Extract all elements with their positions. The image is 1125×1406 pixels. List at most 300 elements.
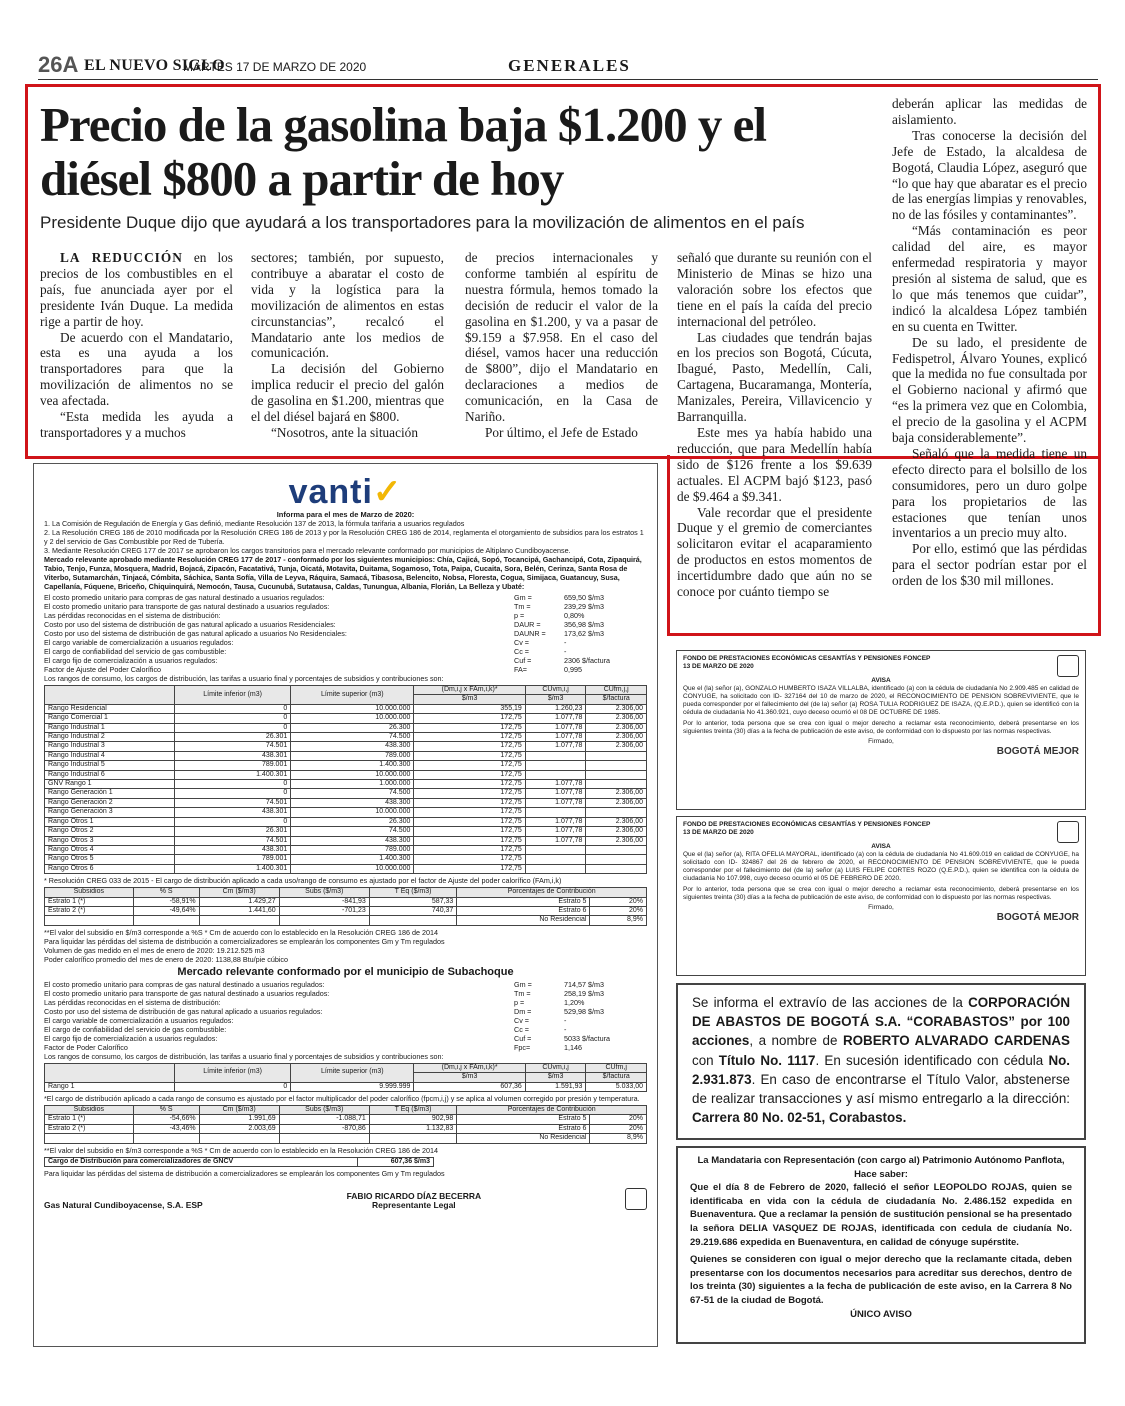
subsidy-table [44, 887, 647, 926]
panflota-notice [676, 1146, 1086, 1344]
table-row [45, 770, 647, 779]
table-cell: 438.300 [291, 798, 414, 807]
parameter-symbol: Cv = [514, 1015, 529, 1025]
table-row [45, 845, 647, 854]
table-cell: 1.077,78 [525, 798, 586, 807]
table-cell: Estrato 5 [457, 1115, 590, 1124]
foncep-notice-1 [676, 650, 1086, 810]
parameter-row [44, 665, 647, 674]
table-cell [199, 916, 279, 925]
parameter-label: Las pérdidas reconocidas en el sistema de distribución: [44, 611, 221, 620]
table-cell: 438.300 [291, 836, 414, 845]
parameter-symbol: Dm = [514, 1006, 532, 1016]
table-cell [525, 864, 586, 873]
article-paragraph: “Nosotros, ante la situación [271, 424, 418, 440]
table-cell: Estrato 5 [457, 897, 590, 906]
table-cell: 172,75 [414, 836, 525, 845]
article-paragraph: Por ello, estimó que las pérdidas para el sector podrían estar por el orden de los $30 mil millones. [892, 541, 1087, 589]
table-row [45, 897, 647, 906]
parameter-label: El costo promedio unitario para compras de gas natural destinado a usuarios regulados: [44, 979, 325, 989]
table-cell [45, 916, 134, 925]
table-cell: Estrato 1 (*) [45, 897, 134, 906]
parameter-value: 1,20% [564, 997, 585, 1007]
checkmark-icon: ✓ [372, 473, 403, 511]
table-cell: 2.306,00 [586, 817, 647, 826]
parameter-label: Costo por uso del sistema de distribución de gas natural aplicado a usuarios No Residenciales: [44, 629, 347, 638]
table-cell: Rango Industrial 1 [45, 723, 175, 732]
table-cell: Rango Residencial [45, 704, 175, 713]
parameter-symbol: Tm = [514, 602, 531, 611]
table-cell: Rango Otros 2 [45, 827, 175, 836]
section-name: GENERALES [508, 56, 631, 75]
notice-body: Que el día 8 de Febrero de 2020, falleció el señor LEOPOLDO ROJAS, quien se identificaba en vida con la cédula de ciudadanía No. 2.486.152 expedida en Buenaventura. Que a reclamar la pensión de sustitución pensional se ha presentado la señora DELIA VASQUEZ DE ROJAS, identificada con cedula de ciudanía No. 29.219.686 expedida en Buenaventura, en calidad de cónyuge supérstite. [690, 1182, 1072, 1248]
col-head: Límite inferior (m3) [175, 686, 291, 705]
lead-word: LA REDUCCIÓN [60, 250, 183, 265]
table-cell: 789.001 [175, 855, 291, 864]
table-cell: 172,75 [414, 714, 525, 723]
table-cell: 172,75 [414, 798, 525, 807]
notice-date: 13 DE MARZO DE 2020 [683, 829, 754, 836]
table-row [45, 808, 647, 817]
table-cell [586, 864, 647, 873]
table-cell: 20% [590, 906, 647, 915]
table-cell: 1.077,78 [525, 723, 586, 732]
notice-body: Que el (la) señor (a), GONZALO HUMBERTO ISAZA VILLALBA, identificado (a) con la cédula de ciudadanía No 2.909.485 en calidad de CONYUGE, ha solicitado con ID- 327164 del 10 de marzo de 2020, el RECONOCIMIENTO DE PENSION SOBREVIVIENTE, que le pueda corresponder por el fallecimiento del (de la) señor (a) ROSA TULIA RODRIGUEZ DE ISAZA, (Q.E.P.D.), quien se identificó con la cédula de ciudadanía No 41.360.921, cuyo deceso ocurrió el 08 DE OCTUBRE DE 1985. [683, 685, 1079, 716]
notice-title: La Mandataria con Representación (con cargo al) Patrimonio Autónomo Panflota, [697, 1155, 1065, 1166]
note-item: 2. La Resolución CREG 186 de 2010 modificada por la Resolución CREG 186 de 2013 y por la Resolución CREG 186 de 2014, reglamenta el otorgamiento de subsidios para los estratos 1 y 2 del servicio de Gas Combustible por Red de Tubería. [44, 528, 644, 546]
table-cell: Rango Otros 3 [45, 836, 175, 845]
corabastos-notice: Se informa el extravío de las acciones de la CORPORACIÓN DE ABASTOS DE BOGOTÁ S.A. “CORABASTOS” por 100 acciones, a nombre de ROBERTO ALVARADO CARDENAS con Título No. 1117. En sucesión identificado con cédula No. 2.931.873. En caso de encontrarse el Título Valor, abstenerse de realizar transacciones y así mismo entregarlo a la dirección: Carrera 80 No. 02-51, Corabastos. [676, 983, 1086, 1140]
table-row [45, 916, 647, 925]
parameter-row [44, 980, 647, 989]
article-paragraph: deberán aplicar las medidas de aislamiento. [892, 96, 1087, 127]
table-cell: 172,75 [414, 845, 525, 854]
table-cell: 172,75 [414, 808, 525, 817]
table-row [45, 789, 647, 798]
parameter-value: - [564, 638, 567, 647]
table-row [45, 1115, 647, 1124]
notice-title: AVISA [871, 677, 891, 684]
article-paragraph: Vale recordar que el presidente Duque y el gremio de comerciantes solicitaron evitar el acaparamiento de productos en estos momentos de incertidumbre dado que aún no se conoce por cuánto tiempo se [677, 504, 872, 600]
table-cell: 1.400.301 [175, 770, 291, 779]
notice-body: Por lo anterior, toda persona que se crea con igual o mejor derecho a reclamar esta reconocimiento, deberá presentarse en los siguientes treinta (30) días a la fecha de publicación de este aviso, de conformidad con lo dispuesto por las normas respectivas. [683, 720, 1079, 735]
page-header [38, 52, 1098, 80]
table-cell: Rango Industrial 2 [45, 733, 175, 742]
table-cell: -54,66% [133, 1115, 199, 1124]
table-row [45, 742, 647, 751]
table-cell: Rango Otros 5 [45, 855, 175, 864]
table-cell: 2.306,00 [586, 798, 647, 807]
table-row [45, 704, 647, 713]
table-cell: Estrato 2 (*) [45, 1124, 134, 1133]
table-cell [279, 916, 369, 925]
gnvc-label: Cargo de Distribución para comercializadores de GNCV [45, 1157, 358, 1166]
parameter-row [44, 989, 647, 998]
parameter-symbol: p = [514, 611, 525, 620]
table-cell: 2.306,00 [586, 827, 647, 836]
table-cell: 26.301 [175, 827, 291, 836]
table-cell [369, 916, 457, 925]
table-row [45, 723, 647, 732]
table-cell: Rango Generación 2 [45, 798, 175, 807]
table-cell: 1.132,83 [369, 1124, 457, 1133]
subsidy-table-2 [44, 1105, 647, 1144]
table-cell [586, 845, 647, 854]
table-cell [525, 751, 586, 760]
parameter-row [44, 1034, 647, 1043]
table-cell: 1.077,78 [525, 780, 586, 789]
unit-head: $/m3 [414, 695, 525, 704]
table-cell: 355,19 [414, 704, 525, 713]
parameter-row [44, 602, 647, 611]
parameter-value: 258,19 $/m3 [564, 988, 604, 998]
table-cell: Estrato 6 [457, 1124, 590, 1133]
table-row [45, 733, 647, 742]
col-head: Límite superior (m3) [291, 1063, 414, 1082]
table-cell: 172,75 [414, 855, 525, 864]
parameter-row [44, 1043, 647, 1052]
table-cell: 172,75 [414, 864, 525, 873]
article-paragraph: sectores; también, por supuesto, contribuye a abaratar el costo de vida y la logística para la movilización de alimentos en estas circunstancias”, recalcó el Mandatario ante los medios de comunicación. [251, 250, 444, 361]
notice-org: FONDO DE PRESTACIONES ECONÓMICAS CESANTÍAS Y PENSIONES FONCEP [683, 655, 931, 662]
col-head: (Dm,i,j x FAm,i,k)* [414, 686, 525, 695]
parameter-row [44, 998, 647, 1007]
article-paragraph: “Más contaminación es peor calidad del aire, es mayor enfermedad respiratoria y mayor presión al sistema de salud, que es lo que más tenemos que cuidar”, indicó la alcaldesa López también en su cuenta en Twitter. [892, 223, 1087, 334]
table-cell: Rango Generación 1 [45, 789, 175, 798]
parameter-list [44, 980, 647, 1052]
table-row [45, 817, 647, 826]
parameter-row [44, 1025, 647, 1034]
col-head: Porcentajes de Contribución [457, 888, 647, 897]
table-cell [279, 1134, 369, 1143]
table-cell: Rango Comercial 1 [45, 714, 175, 723]
notice-signed: Firmado, [868, 904, 894, 911]
table-cell: 438.301 [175, 751, 291, 760]
table-cell [525, 845, 586, 854]
article-paragraph: Este mes ya había habido una reducción, que para Medellín había sido de $126 frente a los $9.639 actuales. El ACPM bajó $123, pasó de $9.464 a $9.341. [677, 424, 872, 504]
parameter-label: Factor de Ajuste del Poder Calorífico [44, 665, 162, 674]
article-column-5 [892, 96, 1087, 630]
table-cell: -49,64% [133, 906, 199, 915]
col-head: Subsidios [45, 888, 134, 897]
col-head: CUvm,i,j [525, 686, 586, 695]
table-cell: 1.400.300 [291, 855, 414, 864]
parameter-value: - [564, 1024, 567, 1034]
page-number: 26A [38, 52, 79, 77]
col-head: Cm ($/m3) [199, 1105, 279, 1114]
parameter-value: - [564, 1015, 567, 1025]
notice-title: AVISA [871, 843, 891, 850]
table-cell [586, 761, 647, 770]
table-cell: 172,75 [414, 789, 525, 798]
gnvc-table [44, 1157, 434, 1167]
table-cell: 172,75 [414, 827, 525, 836]
table-cell: 10.000.000 [291, 714, 414, 723]
table-cell: 1.077,78 [525, 733, 586, 742]
notice-body: Quienes se consideren con igual o mejor derecho que la reclamante citada, deben presentarse con los documentos necesarios para acreditar sus derechos, dentro de los treinta (30) siguientes a la fecha de publicación de este aviso, en la Carrera 8 No 67-51 de la ciudad de Bogotá. [690, 1254, 1072, 1306]
notes-list [44, 519, 647, 591]
table-cell: 1.441,60 [199, 906, 279, 915]
parameter-value: 1,146 [564, 1042, 582, 1052]
table-cell: No Residencial [457, 1134, 590, 1143]
parameter-row [44, 1007, 647, 1016]
table-row [45, 855, 647, 864]
table-cell: 789.000 [291, 845, 414, 854]
vanti-logo: vanti✓ [288, 473, 403, 511]
table-row [45, 761, 647, 770]
parameter-label: Costo por uso del sistema de distribución de gas natural aplicado a usuarios Residenciales: [44, 620, 336, 629]
table-cell: 20% [590, 897, 647, 906]
parameter-value: 356,98 $/m3 [564, 620, 604, 629]
article-paragraph: De su lado, el presidente de Fedispetrol, Álvaro Younes, explicó que la medida no fue consultada por el Gobierno nacional y afirmó que “es la primera vez que en Colombia, el precio de la gasolina y el ACPM baja considerablemente”. [892, 334, 1087, 446]
bogota-logo: BOGOTÁ MEJOR [996, 912, 1079, 923]
col-head: T Eq ($/m3) [369, 1105, 457, 1114]
col-head: (Dm,i,j x FAm,i,k)* [414, 1063, 525, 1072]
parameter-value: 2306 $/factura [564, 656, 610, 665]
table-cell: 438.301 [175, 845, 291, 854]
table-cell: 0 [175, 817, 291, 826]
table-cell: Estrato 2 (*) [45, 906, 134, 915]
table-cell: 789.001 [175, 761, 291, 770]
article-column-2 [251, 250, 444, 445]
table-cell: 2.306,00 [586, 742, 647, 751]
article-paragraph: “Esta medida les ayuda a transportadores y a muchos [40, 409, 233, 440]
bogota-seal-icon [1057, 821, 1079, 843]
table-cell: 10.000.000 [291, 770, 414, 779]
article-paragraph: señaló que durante su reunión con el Ministerio de Minas se hizo una valoración sobre los efectos que tiene en el país la caída del precio internacional del petróleo. [677, 250, 872, 329]
note-item: Mercado relevante aprobado mediante Resolución CREG 177 de 2017 - conformado por los siguientes municipios: Chía, Cajicá, Sopó, Tocancipá, Gachancipá, Cota, Zipaquirá, Tabio, Tenjo, Funza, Mosquera, Madrid, Bojacá, Zipacón, Facatativá, Tunja, Oicatá, Motavita, Duitama, Sogamoso, Tota, Paipa, Cucaita, Sora, Belén, Cerinza, Santa Rosa de Viterbo, Sutamarchán, Tinjacá, Cómbita, Sáchica, Santa Sofía, Villa de Leyva, Ráquira, Samacá, Tibasosa, Belencito, Nobsa, Floresta, Cogua, Simijaca, Guatancuy, Susa, Capellanía, Fúquene, Briceño, Chiquinquirá, Nemocón, Tausa, Cucunubá, Sutatausa, Caldas, Tunungua, Albania, Florián, La Belleza y Ubaté: [44, 555, 642, 591]
notice-footer: ÚNICO AVISO [850, 1308, 912, 1320]
table-cell: 10.000.000 [291, 864, 414, 873]
parameter-symbol: Cc = [514, 1024, 529, 1034]
article-subhead: Presidente Duque dijo que ayudará a los transportadores para la movilización de alimentos en el país [40, 213, 805, 232]
table-cell [525, 761, 586, 770]
ranges-note: Los rangos de consumo, los cargos de distribución, las tarifas a usuario final y porcentajes de subsidios y contribuciones son: [44, 1051, 444, 1061]
col-head: T Eq ($/m3) [369, 888, 457, 897]
foncep-notice-2 [676, 816, 1086, 976]
signature-block [44, 1188, 647, 1210]
notice-body: Que el (la) señor (a), RITA OFELIA MAYORAL, identificado (a) con la cédula de ciudadanía No 41.609.019 en calidad de CONYUGE, ha solicitado con ID- 324867 del 26 de febrero de 2020, el RECONOCIMIENTO DE PENSION SOBREVIVIENTE, que le pueda corresponder por el fallecimiento del (de la) señor (a) LUIS FELIPE CORTES ROZO (Q.E.P.D.), quien se identifica con la cédula de ciudadanía No 107.998, cuyo deceso ocurrió el 05 DE FEBRERO DE 2020. [683, 851, 1079, 882]
table-row [45, 780, 647, 789]
table-cell: 2.306,00 [586, 704, 647, 713]
table-row [45, 906, 647, 915]
table-cell: 1.429,27 [199, 897, 279, 906]
parameter-value: 0,995 [564, 665, 582, 674]
table-cell [586, 751, 647, 760]
table-cell [586, 808, 647, 817]
table-cell: 1.077,78 [525, 742, 586, 751]
tariff-table [44, 685, 647, 874]
unit-head: $/m3 [414, 1073, 525, 1082]
table-cell [525, 855, 586, 864]
table-cell: -1.088,71 [279, 1115, 369, 1124]
creg-note: * Resolución CREG 033 de 2015 - El cargo de distribución aplicado a cada uso/rango de consumo es ajustado por el factor de Ajuste del poder calorífico (FAm,i,k) [44, 876, 562, 886]
table-row [45, 1124, 647, 1133]
article-paragraph: Tras conocerse la decisión del Jefe de Estado, la alcaldesa de Bogotá, Claudia López, aseguró que “lo que hay que abaratar es el precio de las energías limpias y renovables, no de las fósiles y contaminantes”. [892, 127, 1087, 223]
vigilado-seal-icon [625, 1188, 647, 1210]
table-cell: Rango Industrial 3 [45, 742, 175, 751]
table-cell: 2.003,69 [199, 1124, 279, 1133]
table-cell: 26.300 [291, 723, 414, 732]
unit-head: $/factura [586, 695, 647, 704]
table-cell: 2.306,00 [586, 836, 647, 845]
parameter-label: El costo promedio unitario para transporte de gas natural destinado a usuarios regulados: [44, 988, 330, 998]
col-head: % S [133, 1105, 199, 1114]
parameter-row [44, 620, 647, 629]
table-cell: 438.300 [291, 742, 414, 751]
table-cell: Estrato 1 (*) [45, 1115, 134, 1124]
note-item: 3. Mediante Resolución CREG 177 de 2017 se aprobaron los cargos transitorios para el mercado relevante conformado por municipios de Altiplano Cundiboyacense. [44, 546, 571, 555]
table-cell: 2.306,00 [586, 723, 647, 732]
table-cell: 26.301 [175, 733, 291, 742]
table-row [45, 714, 647, 723]
parameter-row [44, 656, 647, 665]
table-cell: Estrato 6 [457, 906, 590, 915]
notice-org: FONDO DE PRESTACIONES ECONÓMICAS CESANTÍAS Y PENSIONES FONCEP [683, 821, 931, 828]
table-cell: 1.077,78 [525, 827, 586, 836]
table-cell: 1.400.301 [175, 864, 291, 873]
table-cell: 10.000.000 [291, 808, 414, 817]
table-cell: No Residencial [457, 916, 590, 925]
notice-title: Informa para el mes de Marzo de 2020: [276, 510, 415, 519]
table-cell: 172,75 [414, 761, 525, 770]
bogota-logo: BOGOTÁ MEJOR [996, 746, 1079, 757]
table-cell [369, 1134, 457, 1143]
parameter-row [44, 638, 647, 647]
table-cell [525, 770, 586, 779]
col-head: CUfm,j,j [586, 686, 647, 695]
table-row [45, 836, 647, 845]
table-cell: 172,75 [414, 780, 525, 789]
col-head: Porcentajes de Contribución [457, 1105, 647, 1114]
table-cell: 902,98 [369, 1115, 457, 1124]
parameter-symbol: Cuf = [514, 656, 532, 665]
table-row [45, 1134, 647, 1143]
parameter-label: Las pérdidas reconocidas en el sistema de distribución: [44, 997, 221, 1007]
table-cell: 0 [175, 723, 291, 732]
notice-subtitle: Hace saber: [854, 1168, 908, 1180]
tariff-table-2 [44, 1063, 647, 1092]
parameter-symbol: Cuf = [514, 1033, 532, 1043]
table-cell: 74.501 [175, 836, 291, 845]
table-cell: 0 [175, 789, 291, 798]
table-cell: 0 [175, 780, 291, 789]
parameter-value: 239,29 $/m3 [564, 602, 604, 611]
article-paragraph: De acuerdo con el Mandatario, esta es una ayuda a los transportadores para que la movilización de alimentos no se vea afectada. [40, 329, 233, 409]
table-cell [133, 916, 199, 925]
table-cell: 8,9% [590, 1134, 647, 1143]
parameter-label: El cargo fijo de comercialización a usuarios regulados: [44, 656, 218, 665]
table-cell: 20% [590, 1115, 647, 1124]
notice-date: 13 DE MARZO DE 2020 [683, 663, 754, 670]
col-head: Límite inferior (m3) [175, 1063, 291, 1082]
table-cell: Rango Otros 1 [45, 817, 175, 826]
table-cell [586, 855, 647, 864]
table-cell: 74.501 [175, 798, 291, 807]
parameter-row [44, 629, 647, 638]
article-headline: Precio de la gasolina baja $1.200 y el diésel $800 a partir de hoy [40, 97, 766, 206]
unit-head: $/m3 [525, 1073, 586, 1082]
table-cell: 1.000.000 [291, 780, 414, 789]
table-cell: 74.500 [291, 789, 414, 798]
newspaper-name: EL NUEVO SIGLO [84, 57, 225, 74]
table-cell: 2.306,00 [586, 733, 647, 742]
misc-line: Para liquidar las pérdidas del sistema de distribución a comercializadores se emplearán los componentes Gm y Tm regulados [44, 936, 445, 946]
bogota-seal-icon [1057, 655, 1079, 677]
table-cell: -701,23 [279, 906, 369, 915]
parameter-symbol: DAUR = [514, 620, 541, 629]
table-cell: 10.000.000 [291, 704, 414, 713]
table-cell: 1.260,23 [525, 704, 586, 713]
misc-line: Para liquidar las pérdidas del sistema de distribución a comercializadores se emplearán los componentes Gm y Tm regulados [44, 1169, 445, 1178]
table-cell: 74.501 [175, 742, 291, 751]
table-cell: 740,37 [369, 906, 457, 915]
parameter-label: El cargo fijo de comercialización a usuarios regulados: [44, 1033, 218, 1043]
table-cell: 74.500 [291, 733, 414, 742]
table-cell: 74.500 [291, 827, 414, 836]
table-cell: 172,75 [414, 723, 525, 732]
table-cell: Rango Otros 4 [45, 845, 175, 854]
parameter-symbol: Fpc= [514, 1042, 531, 1052]
article-paragraph: LA REDUCCIÓN en los precios de los combustibles en el país, fue anunciada ayer por el presidente Iván Duque. La medida rige a partir de hoy. [40, 250, 233, 329]
table-cell: 172,75 [414, 770, 525, 779]
article-paragraph: La decisión del Gobierno implica reducir el precio del galón de gasolina en $1.200, mientras que el del diésel bajará en $800. [251, 361, 444, 425]
table-cell: 20% [590, 1124, 647, 1133]
parameter-label: El costo promedio unitario para compras de gas natural destinado a usuarios regulados: [44, 593, 325, 602]
col-head: Subsidios [45, 1105, 134, 1114]
parameter-label: El cargo variable de comercialización a usuarios regulados: [44, 1015, 234, 1025]
table-row [45, 827, 647, 836]
table-row [45, 751, 647, 760]
table-row: Rango 1 0 9.999.999 607,36 1.591,93 5.033,00 [45, 1082, 647, 1091]
table-cell: GNV Rango 1 [45, 780, 175, 789]
parameter-value: 529,98 $/m3 [564, 1006, 604, 1016]
article-paragraph: Las ciudades que tendrán bajas en los precios son Bogotá, Cúcuta, Ibagué, Pasto, Medellín, Cali, Cartagena, Bucaramanga, Montería, Manizales, Pereira, Villavicencio y Barranquilla. [677, 329, 872, 425]
parameter-list [44, 593, 647, 674]
article-paragraph: de precios internacionales y conforme también al espíritu de nuestra fórmula, hemos tomado la decisión de reducir el valor de la gasolina en $1.200, y va a pasar de $9.159 a $7.958. En el caso del diésel, vamos hacer una reducción de $800”, dijo el Mandatario en declaraciones a medios de comunicación, en la Casa de Nariño. [465, 250, 658, 425]
table-cell: -870,86 [279, 1124, 369, 1133]
article-column-3 [465, 250, 658, 445]
parameter-symbol: Gm = [514, 979, 532, 989]
table-cell: 2.306,00 [586, 789, 647, 798]
parameter-row [44, 647, 647, 656]
parameter-symbol: DAUNR = [514, 629, 546, 638]
section2-title: Mercado relevante conformado por el municipio de Subachoque [177, 965, 514, 978]
table-cell: 1.077,78 [525, 836, 586, 845]
col-head: Subs ($/m3) [279, 1105, 369, 1114]
parameter-symbol: FA= [514, 665, 527, 674]
parameter-label: El costo promedio unitario para transporte de gas natural destinado a usuarios regulados: [44, 602, 330, 611]
table-cell [199, 1134, 279, 1143]
issue-date: MARTES 17 DE MARZO DE 2020 [183, 60, 367, 74]
parameter-symbol: Gm = [514, 593, 532, 602]
col-head: Subs ($/m3) [279, 888, 369, 897]
unit-head: $/m3 [525, 695, 586, 704]
table-cell: -841,93 [279, 897, 369, 906]
parameter-symbol: p = [514, 997, 525, 1007]
table-cell: -43,46% [133, 1124, 199, 1133]
subsidy-note: **El valor del subsidio en $/m3 corresponde a %S * Cm de acuerdo con lo establecido en la Resolución CREG 186 de 2014 [44, 1145, 438, 1155]
parameter-label: Factor de Poder Calorífico [44, 1042, 128, 1052]
table-row [45, 798, 647, 807]
col-head: % S [133, 888, 199, 897]
table-row [45, 864, 647, 873]
parameter-row [44, 593, 647, 602]
parameter-symbol: Cc = [514, 647, 529, 656]
creg-note: *El cargo de distribución aplicado a cada rango de consumo es ajustado por el factor multiplicador del poder calorífico (fpcm,i,j) y se aplica al volumen corregido por presión y temperatura. [44, 1093, 640, 1103]
col-head: CUfm,j [586, 1063, 647, 1072]
parameter-label: Costo por uso del sistema de distribución de gas natural aplicado a usuarios regulados: [44, 1006, 323, 1016]
